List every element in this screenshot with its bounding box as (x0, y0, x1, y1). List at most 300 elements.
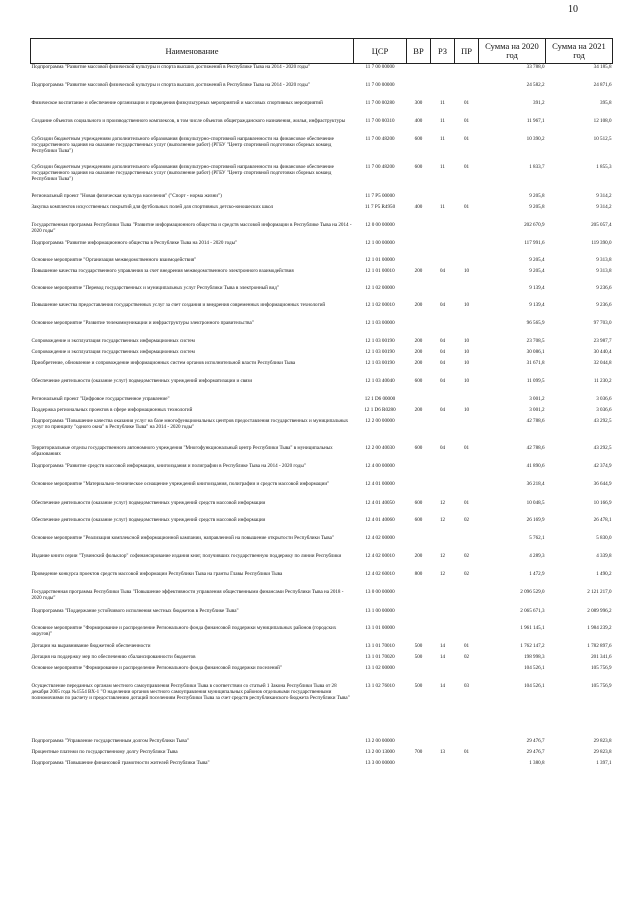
cell-rz (431, 285, 455, 302)
cell-rz: 14 (439, 682, 446, 689)
cell-rz (431, 64, 455, 82)
table-row (31, 240, 613, 257)
table-row (31, 445, 613, 463)
cell-sum-2021: 105 756,9 (591, 664, 612, 671)
table-row (31, 654, 613, 665)
cell-sum-2021: 1 397,1 (596, 759, 612, 766)
cell-name: Повышение качества предоставления государственных услуг за счет создания и внедрения современных информационных технологий (31, 301, 326, 308)
cell-rz (431, 396, 455, 407)
cell-sum-2021: 23 987,7 (593, 337, 612, 344)
cell-vr (407, 193, 431, 204)
cell-csr: 13 1 01 00000 (365, 624, 395, 631)
table-row (31, 407, 613, 418)
cell-csr: 12 1 03 40040 (365, 377, 395, 384)
cell-rz (431, 240, 455, 257)
cell-name: Региональный проект "Цифровое государственное управление" (31, 395, 170, 402)
cell-pr: 01 (463, 99, 470, 106)
cell-sum-2021: 1 490,2 (596, 570, 612, 577)
cell-sum-2021: 1 782 897,6 (587, 642, 612, 649)
cell-sum-2020: 1 961 145,1 (520, 624, 545, 631)
cell-csr: 12 4 01 40060 (365, 516, 395, 523)
table-row (31, 535, 613, 553)
cell-csr: 12 1 02 00010 (365, 301, 395, 308)
cell-vr: 200 (414, 359, 423, 366)
table-row (31, 222, 613, 240)
cell-sum-2021: 4 339,8 (596, 552, 612, 559)
cell-vr (407, 320, 431, 338)
cell-vr: 200 (414, 301, 423, 308)
cell-pr: 01 (463, 203, 470, 210)
cell-sum-2021: 10 166,9 (593, 499, 612, 506)
cell-csr: 11 7 00 00280 (365, 99, 395, 106)
cell-csr: 12 1 03 00190 (365, 337, 395, 344)
cell-sum-2020: 10 390,2 (526, 135, 545, 142)
table-row (31, 136, 613, 164)
cell-sum-2021: 9 313,8 (596, 256, 612, 263)
cell-vr: 600 (414, 499, 423, 506)
cell-pr: 02 (463, 516, 470, 523)
table-row (31, 553, 613, 571)
cell-sum-2020: 9 205,8 (529, 192, 545, 199)
header-sum-2021: Сумма на 2021 год (546, 39, 613, 64)
cell-rz (431, 193, 455, 204)
cell-sum-2020: 96 565,9 (526, 319, 545, 326)
cell-rz (431, 222, 455, 240)
table-body (31, 64, 613, 771)
cell-pr: 01 (463, 163, 470, 170)
cell-csr: 13 3 00 00000 (365, 759, 395, 766)
cell-csr: 12 4 01 00000 (365, 480, 395, 487)
cell-name: Территориальные отделы государственного автономного учреждения "Многофункциональный центр Республики Тыва" в муниципальных образованиях (31, 444, 333, 457)
cell-pr: 10 (463, 337, 470, 344)
cell-sum-2020: 42 788,6 (526, 444, 545, 451)
cell-vr: 200 (414, 267, 423, 274)
cell-vr: 600 (414, 377, 423, 384)
cell-vr: 500 (414, 653, 423, 660)
cell-name: Обеспечение деятельности (оказание услуг) подведомственных учреждений средств массовой информации (31, 516, 266, 523)
cell-csr: 12 2 00 40030 (365, 444, 395, 451)
cell-rz (431, 608, 455, 625)
cell-rz (431, 481, 455, 500)
cell-csr: 12 4 02 60010 (365, 570, 395, 577)
cell-sum-2021: 395,8 (600, 99, 612, 106)
cell-sum-2020: 31 671,8 (526, 359, 545, 366)
cell-rz: 04 (439, 406, 446, 413)
cell-sum-2020: 3 001,2 (529, 406, 545, 413)
cell-sum-2021: 1 984 239,2 (587, 624, 612, 631)
cell-csr: 11 7 P5 R4950 (364, 203, 396, 210)
cell-vr (407, 418, 431, 445)
cell-sum-2020: 9 205,4 (529, 256, 545, 263)
cell-name: Региональный проект "Новая физическая культура населения" ("Спорт - норма жизни") (31, 192, 222, 199)
table-row (31, 481, 613, 500)
cell-vr (407, 82, 431, 100)
cell-csr: 13 2 00 13000 (365, 748, 395, 755)
cell-pr (455, 82, 479, 100)
cell-pr: 01 (463, 642, 470, 649)
cell-rz (431, 738, 455, 749)
cell-rz: 04 (439, 377, 446, 384)
cell-rz: 11 (440, 203, 445, 210)
cell-sum-2020: 2 096 529,0 (520, 588, 545, 595)
cell-pr: 10 (463, 406, 470, 413)
cell-csr: 13 1 01 70010 (365, 642, 395, 649)
cell-sum-2021: 43 292,5 (593, 417, 612, 424)
cell-name: Закупка комплектов искусственных покрытий для футбольных полей для спортивных детско-юношеских школ (31, 203, 274, 210)
cell-sum-2020: 41 890,6 (526, 462, 545, 469)
cell-vr: 800 (414, 570, 423, 577)
cell-csr: 12 1 02 00000 (365, 284, 395, 291)
cell-sum-2020: 24 582,2 (526, 81, 545, 88)
cell-pr (455, 396, 479, 407)
header-pr: ПР (455, 39, 479, 64)
cell-vr (407, 285, 431, 302)
cell-name: Основное мероприятие "Организация межведомственного взаимодействия" (31, 256, 197, 263)
cell-name: Подпрограмма "Управление государственным долгом Республики Тыва" (31, 737, 189, 744)
table-row (31, 643, 613, 654)
cell-name: Проведение конкурса проектов средств массовой информации Республики Тыва на гранты Главы Республики Тыва (31, 570, 283, 577)
cell-vr: 700 (414, 748, 423, 755)
cell-vr (407, 463, 431, 481)
cell-sum-2021: 24 871,6 (593, 81, 612, 88)
cell-sum-2021: 43 292,5 (593, 444, 612, 451)
cell-pr (455, 665, 479, 683)
cell-rz (431, 418, 455, 445)
cell-sum-2020: 9 205,4 (529, 267, 545, 274)
cell-pr (455, 481, 479, 500)
cell-csr: 13 2 00 00000 (365, 737, 395, 744)
cell-rz (431, 257, 455, 268)
cell-name: Государственная программа Республики Тыва "Повышение эффективности управления общественными финансами Республики Тыва на 2018 - 2020 годы" (31, 588, 344, 601)
table-row (31, 589, 613, 608)
table-row (31, 463, 613, 481)
cell-sum-2020: 42 788,6 (526, 417, 545, 424)
table-row (31, 64, 613, 82)
cell-sum-2020: 23 708,5 (526, 337, 545, 344)
cell-rz: 04 (439, 348, 446, 355)
cell-sum-2021: 3 036,6 (596, 406, 612, 413)
cell-vr: 600 (414, 135, 423, 142)
cell-name: Дотации на выравнивание бюджетной обеспеченности (31, 642, 151, 649)
cell-pr (455, 64, 479, 82)
cell-sum-2020: 2 065 671,3 (520, 607, 545, 614)
table-row (31, 360, 613, 378)
cell-name: Дотация на поддержку мер по обеспечению сбалансированности бюджетов (31, 653, 196, 660)
cell-pr (455, 535, 479, 553)
cell-pr: 01 (463, 499, 470, 506)
cell-name: Подпрограмма "Повышение финансовой грамотности жителей Республики Тыва" (31, 759, 210, 766)
table-row (31, 517, 613, 535)
cell-name: Подпрограмма "Развитие информационного общества в Республике Тыва на 2014 - 2020 годы" (31, 239, 238, 246)
cell-pr (455, 463, 479, 481)
cell-csr: 13 1 02 00000 (365, 664, 395, 671)
cell-vr (407, 240, 431, 257)
cell-sum-2021: 30 440,4 (593, 348, 612, 355)
cell-csr: 12 1 01 00010 (365, 267, 395, 274)
cell-pr (455, 285, 479, 302)
cell-vr: 400 (414, 203, 423, 210)
cell-vr: 200 (414, 337, 423, 344)
cell-vr (407, 257, 431, 268)
cell-vr (407, 222, 431, 240)
cell-name: Основное мероприятие "Формирование и распределение Регионального фонда финансовой поддержки муниципальных районов (городских округов)" (31, 624, 337, 637)
header-name: Наименование (31, 39, 354, 64)
cell-name: Сопровождение и эксплуатация государственных информационных систем (31, 337, 195, 344)
cell-vr (407, 481, 431, 500)
cell-sum-2021: 36 644,9 (593, 480, 612, 487)
cell-csr: 13 1 02 76010 (365, 682, 395, 689)
cell-sum-2020: 117 991,6 (524, 239, 545, 246)
cell-csr: 13 1 00 00000 (365, 607, 395, 614)
cell-vr: 500 (414, 682, 423, 689)
cell-sum-2020: 29 476,7 (526, 748, 545, 755)
cell-name: Приобретение, обновление и сопровождение информационных систем органов исполнительной власти Республики Тыва (31, 359, 296, 366)
cell-csr: 11 7 00 48200 (365, 163, 395, 170)
table-row (31, 320, 613, 338)
cell-pr (455, 608, 479, 625)
cell-vr (407, 396, 431, 407)
cell-vr (407, 738, 431, 749)
cell-sum-2020: 30 086,1 (526, 348, 545, 355)
cell-sum-2021: 9 236,6 (596, 284, 612, 291)
cell-csr: 13 1 01 70020 (365, 653, 395, 660)
cell-name: Физическое воспитание и обеспечение организации и проведения физкультурных мероприятий и массовых спортивных мероприятий (31, 99, 323, 106)
cell-csr: 11 7 00 00000 (365, 81, 395, 88)
cell-rz (431, 589, 455, 608)
table-row (31, 349, 613, 360)
cell-sum-2020: 104 526,1 (524, 664, 545, 671)
cell-csr: 12 1 01 00000 (365, 256, 395, 263)
cell-rz: 04 (439, 337, 446, 344)
cell-sum-2021: 1 855,3 (596, 163, 612, 170)
cell-rz: 12 (439, 499, 446, 506)
cell-pr: 10 (463, 359, 470, 366)
cell-sum-2021: 3 036,6 (596, 395, 612, 402)
cell-name: Основное мероприятие "Развитие телекоммуникации и инфраструктуры электронного правительства" (31, 319, 254, 326)
cell-rz: 11 (440, 99, 445, 106)
cell-csr: 12 2 00 00000 (365, 417, 395, 424)
cell-csr: 12 4 02 00000 (365, 534, 395, 541)
cell-sum-2020: 104 526,1 (524, 682, 545, 689)
cell-sum-2021: 9 314,2 (596, 203, 612, 210)
cell-vr: 600 (414, 516, 423, 523)
cell-pr (455, 240, 479, 257)
cell-pr: 10 (463, 377, 470, 384)
cell-csr: 11 7 00 48200 (365, 135, 395, 142)
cell-sum-2021: 29 823,8 (593, 748, 612, 755)
cell-name: Сопровождение и эксплуатация государственных информационных систем (31, 348, 195, 355)
cell-pr (455, 738, 479, 749)
cell-rz: 12 (439, 516, 446, 523)
header-csr: ЦСР (354, 39, 407, 64)
cell-rz: 12 (439, 570, 446, 577)
cell-name: Основное мероприятие "Реализация комплексной информационной кампании, направленной на повышение открытости Республики Тыва" (31, 534, 334, 541)
cell-sum-2020: 4 289,3 (529, 552, 545, 559)
cell-vr (407, 760, 431, 771)
cell-pr (455, 257, 479, 268)
cell-rz: 04 (439, 267, 446, 274)
cell-pr: 02 (463, 653, 470, 660)
cell-rz (431, 82, 455, 100)
cell-vr: 200 (414, 552, 423, 559)
page-number: 10 (568, 4, 578, 15)
cell-rz (431, 665, 455, 683)
cell-name: Основное мероприятие "Материально-техническое оснащение учреждений книгоиздания, полиграфии и средств массовой информации" (31, 480, 330, 487)
cell-csr: 12 4 02 00010 (365, 552, 395, 559)
table-row (31, 82, 613, 100)
cell-pr: 01 (463, 444, 470, 451)
cell-sum-2021: 201 341,6 (591, 653, 612, 660)
cell-pr (455, 193, 479, 204)
cell-pr (455, 625, 479, 643)
cell-sum-2021: 2 121 217,0 (587, 588, 612, 595)
cell-sum-2020: 10 048,5 (526, 499, 545, 506)
table-row (31, 302, 613, 320)
cell-name: Обеспечение деятельности (оказание услуг) подведомственных учреждений средств массовой информации (31, 499, 266, 506)
table-row (31, 396, 613, 407)
cell-name: Подпрограмма "Поддержание устойчивого исполнения местных бюджетов в Республике Тыва" (31, 607, 239, 614)
cell-sum-2021: 2 089 996,2 (587, 607, 612, 614)
cell-rz: 11 (440, 163, 445, 170)
cell-sum-2020: 1 380,8 (529, 759, 545, 766)
cell-vr: 500 (414, 642, 423, 649)
table-row (31, 738, 613, 749)
cell-rz: 14 (439, 653, 446, 660)
cell-name: Основное мероприятие "Формирование и распределение Регионального фонда финансовой поддержки поселений" (31, 664, 282, 671)
table-header-row (31, 39, 613, 64)
table-row (31, 257, 613, 268)
cell-sum-2020: 11 099,5 (526, 377, 545, 384)
cell-pr (455, 222, 479, 240)
table-row (31, 118, 613, 136)
cell-sum-2020: 198 998,3 (524, 653, 545, 660)
cell-sum-2021: 205 057,4 (591, 221, 612, 228)
cell-csr: 13 0 00 00000 (365, 588, 395, 595)
cell-pr: 02 (463, 552, 470, 559)
cell-sum-2020: 33 788,0 (526, 64, 545, 70)
cell-vr (407, 608, 431, 625)
cell-name: Подпрограмма "Повышение качества оказания услуг на базе многофункциональных центров предоставления государственных и муниципальных услуг по принципу "одного окна" в Республике Тыва" на 2014 - 2020 годы" (31, 417, 349, 430)
cell-vr: 600 (414, 163, 423, 170)
cell-csr: 12 4 01 40050 (365, 499, 395, 506)
cell-rz: 11 (440, 135, 445, 142)
cell-sum-2021: 10 512,5 (593, 135, 612, 142)
cell-sum-2020: 36 218,4 (526, 480, 545, 487)
cell-pr (455, 418, 479, 445)
cell-sum-2021: 26 478,1 (593, 516, 612, 523)
cell-rz: 04 (439, 444, 446, 451)
cell-sum-2020: 29 476,7 (526, 737, 545, 744)
cell-sum-2020: 202 670,9 (524, 221, 545, 228)
cell-pr: 01 (463, 135, 470, 142)
table-row (31, 164, 613, 193)
cell-vr: 400 (414, 117, 423, 124)
cell-sum-2021: 97 703,0 (593, 319, 612, 326)
table-row (31, 204, 613, 222)
cell-rz: 04 (439, 301, 446, 308)
cell-pr (455, 320, 479, 338)
cell-sum-2021: 11 230,2 (593, 377, 612, 384)
cell-sum-2021: 9 314,2 (596, 192, 612, 199)
cell-pr: 02 (463, 570, 470, 577)
cell-sum-2021: 9 313,8 (596, 267, 612, 274)
cell-vr: 200 (414, 348, 423, 355)
cell-vr (407, 535, 431, 553)
cell-sum-2021: 105 756,9 (591, 682, 612, 689)
table-row (31, 100, 613, 118)
table-row (31, 285, 613, 302)
cell-sum-2021: 34 185,8 (593, 64, 612, 70)
cell-pr (455, 760, 479, 771)
table-row (31, 571, 613, 589)
header-rz: РЗ (431, 39, 455, 64)
header-sum-2020: Сумма на 2020 год (479, 39, 546, 64)
cell-name: Обеспечение деятельности (оказание услуг) подведомственных учреждений информатизации и связи (31, 377, 253, 384)
cell-csr: 12 1 03 00190 (365, 348, 395, 355)
cell-name: Подпрограмма "Развитие массовой физической культуры и спорта высших достижений в Республике Тыва на 2014 - 2020 годы" (31, 64, 310, 70)
cell-rz: 14 (439, 642, 446, 649)
table-row (31, 500, 613, 517)
cell-sum-2021: 119 390,0 (591, 239, 612, 246)
cell-sum-2020: 5 762,1 (529, 534, 545, 541)
table-row (31, 760, 613, 771)
cell-sum-2021: 12 108,0 (593, 117, 612, 124)
table-row (31, 338, 613, 349)
cell-pr: 10 (463, 301, 470, 308)
cell-name: Субсидии бюджетным учреждениям дополнительного образования физкультурно-спортивной направленности на финансовое обеспечение государственного задания на оказание государственных услуг (выполнение работ) (РГБУ "Центр спортивной подготовки сборных команд Республики Тыва") (31, 135, 334, 154)
cell-csr: 12 0 00 00000 (365, 221, 395, 228)
cell-sum-2020: 1 762 147,2 (520, 642, 545, 649)
cell-name: Поддержка региональных проектов в сфере информационных технологий (31, 406, 193, 413)
cell-vr (407, 589, 431, 608)
cell-sum-2020: 11 967,1 (526, 117, 545, 124)
cell-pr: 01 (463, 748, 470, 755)
cell-rz (431, 625, 455, 643)
cell-vr (407, 64, 431, 82)
cell-sum-2021: 32 044,8 (593, 359, 612, 366)
cell-rz: 11 (440, 117, 445, 124)
cell-pr: 10 (463, 348, 470, 355)
table-row (31, 268, 613, 285)
cell-csr: 12 1 D6 00000 (364, 395, 396, 402)
cell-name: Основное мероприятие "Перевод государственных и муниципальных услуг Республики Тыва в электронный вид" (31, 284, 279, 291)
cell-csr: 11 7 00 00310 (365, 117, 395, 124)
cell-vr: 300 (414, 99, 423, 106)
table-row (31, 683, 613, 738)
table-row (31, 625, 613, 643)
cell-name: Процентные платежи по государственному долгу Республики Тыва (31, 748, 178, 755)
table-row (31, 378, 613, 396)
cell-rz (431, 535, 455, 553)
cell-sum-2020: 26 169,9 (526, 516, 545, 523)
header-vr: ВР (407, 39, 431, 64)
cell-pr (455, 589, 479, 608)
cell-sum-2020: 9 205,8 (529, 203, 545, 210)
cell-csr: 12 4 00 00000 (365, 462, 395, 469)
table-row (31, 193, 613, 204)
cell-vr (407, 625, 431, 643)
cell-sum-2021: 9 236,6 (596, 301, 612, 308)
budget-table (30, 38, 613, 771)
table-row (31, 749, 613, 760)
cell-vr: 600 (414, 444, 423, 451)
cell-name: Подпрограмма "Развитие массовой физической культуры и спорта высших достижений в Республике Тыва на 2014 - 2020 годы" (31, 81, 310, 88)
cell-name: Подпрограмма "Развитие средств массовой информации, книгоиздания и полиграфии в Республике Тыва на 2014 - 2020 годы" (31, 462, 306, 469)
cell-name: Повышение качества государственного управления за счет внедрения межведомственного электронного взаимодействия (31, 267, 294, 274)
cell-sum-2020: 3 001,2 (529, 395, 545, 402)
cell-csr: 12 1 00 00000 (365, 239, 395, 246)
cell-name: Создание объектов социального и производственного комплексов, в том числе объектов общегражданского назначения, жилья, инфраструктуры (31, 117, 346, 124)
